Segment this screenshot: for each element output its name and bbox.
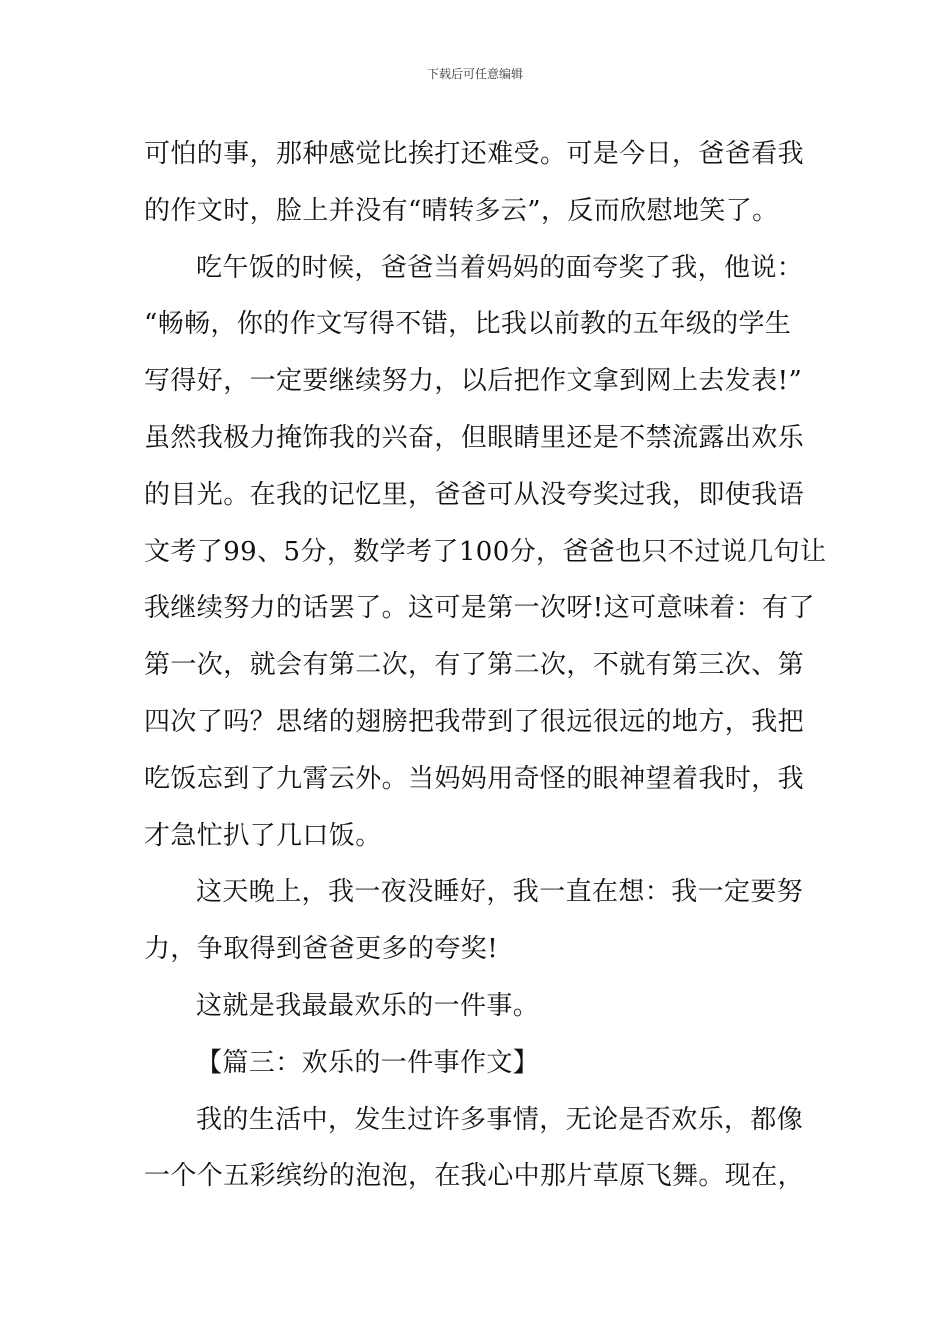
document-body: [144, 126, 827, 1205]
text-line: 我继续努力的话罢了。这可是第一次呀!这可意味着：有了: [144, 593, 815, 624]
text-line: 力，争取得到爸爸更多的夸奖!: [144, 934, 499, 965]
text-line: 文考了99、5分，数学考了100分，爸爸也只不过说几句让: [144, 536, 827, 567]
text-line: 才急忙扒了几口饭。: [144, 820, 382, 851]
text-line: 可怕的事，那种感觉比挨打还难受。可是今日，爸爸看我: [144, 139, 805, 169]
page-header-note: 下载后可任意编辑: [426, 67, 523, 81]
text-line: 的目光。在我的记忆里，爸爸可从没夸奖过我，即使我语: [144, 479, 805, 510]
text-line: 写得好，一定要继续努力，以后把作文拿到网上去发表!”: [144, 366, 803, 397]
text-line: 虽然我极力掩饰我的兴奋，但眼睛里还是不禁流露出欢乐: [144, 422, 805, 453]
text-line: 这天晚上，我一夜没睡好，我一直在想：我一定要努: [196, 877, 804, 908]
section-heading: 【篇三：欢乐的一件事作文】: [196, 1047, 540, 1078]
text-line: 第一次，就会有第二次，有了第二次，不就有第三次、第: [144, 650, 805, 681]
text-line: 一个个五彩缤纷的泡泡，在我心中那片草原飞舞。现在，: [144, 1161, 805, 1192]
text-line: 吃午饭的时候，爸爸当着妈妈的面夸奖了我，他说：: [196, 252, 804, 283]
text-line: 我的生活中，发生过许多事情，无论是否欢乐，都像: [196, 1104, 804, 1135]
text-line: 的作文时，脸上并没有“晴转多云”，反而欣慰地笑了。: [144, 195, 779, 226]
text-line: 四次了吗？思绪的翅膀把我带到了很远很远的地方，我把: [144, 706, 805, 737]
text-line: 吃饭忘到了九霄云外。当妈妈用奇怪的眼神望着我时，我: [144, 763, 805, 794]
text-line: 这就是我最最欢乐的一件事。: [196, 990, 540, 1021]
text-line: “畅畅，你的作文写得不错，比我以前教的五年级的学生: [144, 309, 792, 340]
